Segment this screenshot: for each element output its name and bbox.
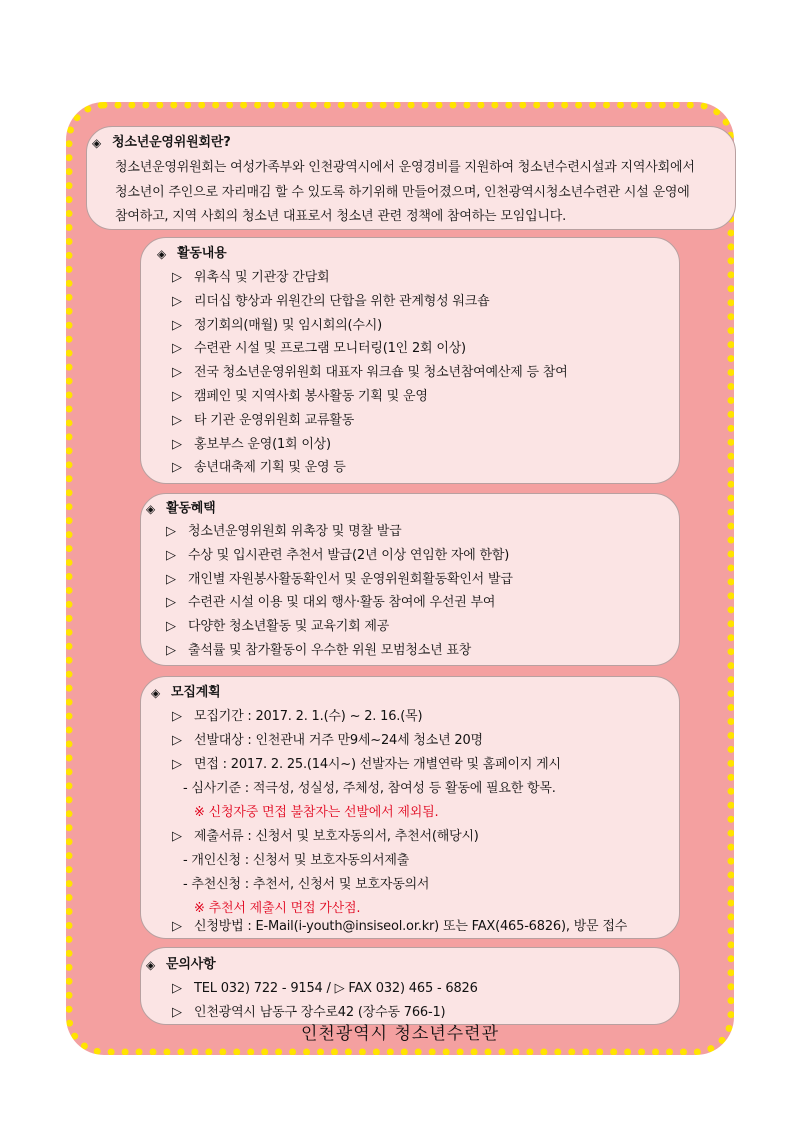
pointer-icon: ▷: [172, 757, 182, 772]
pointer-icon: ▷: [172, 341, 182, 357]
pointer-icon: ▷: [172, 460, 182, 476]
list-item: ▷ 리더십 향상과 위원간의 단합을 위한 관계형성 워크숍: [172, 292, 568, 316]
recruit-interview: ▷ 면접 : 2017. 2. 25.(14시~) 선발자는 개별연락 및 홈페이지 게시: [172, 755, 561, 775]
list-item: ▷ 캠페인 및 지역사회 봉사활동 기획 및 운영: [172, 387, 568, 411]
benefits-title: 활동혜택: [166, 501, 216, 516]
pointer-icon: ▷: [166, 571, 176, 587]
recruit-criteria: - 심사기준 : 적극성, 성실성, 주체성, 참여성 등 활동에 필요한 항목.: [183, 781, 556, 796]
diamond-icon: ◈: [146, 958, 156, 972]
diamond-icon: ◈: [92, 136, 102, 150]
pointer-icon: ▷: [172, 270, 182, 285]
pointer-icon: ▷: [172, 981, 182, 996]
pointer-icon: ▷: [172, 365, 182, 381]
pointer-icon: ▷: [172, 388, 182, 404]
pointer-icon: ▷: [166, 547, 176, 563]
pointer-icon: ▷: [166, 524, 176, 539]
pointer-icon: ▷: [172, 436, 182, 452]
recruit-personal: - 개인신청 : 신청서 및 보호자동의서제출: [183, 853, 410, 868]
recruit-referral: - 추천신청 : 추천서, 신청서 및 보호자동의서: [183, 877, 430, 892]
recruit-method: ▷ 신청방법 : E-Mail(i-youth@insiseol.or.kr) 또는 FAX(465-6826), 방문 접수: [172, 917, 627, 937]
recruit-title: 모집계획: [171, 685, 221, 700]
list-item: ▷ 수련관 시설 및 프로그램 모니터링(1인 2회 이상): [172, 339, 568, 363]
pointer-icon: ▷: [166, 642, 176, 658]
list-item: ▷ 개인별 자원봉사활동확인서 및 운영위원회활동확인서 발급: [166, 570, 513, 594]
activities-list: [172, 268, 568, 482]
list-item: ▷ 다양한 청소년활동 및 교육기회 제공: [166, 617, 513, 641]
about-title: 청소년운영위원회란?: [112, 135, 231, 150]
pointer-icon: ▷: [172, 733, 182, 748]
activities-title: 활동내용: [177, 246, 227, 261]
recruit-note: ※ 신청자중 면접 불참자는 선발에서 제외됨.: [194, 805, 439, 820]
list-item: ▷ 타 기관 운영위원회 교류활동: [172, 411, 568, 435]
list-item: ▷ 홍보부스 운영(1회 이상): [172, 435, 568, 459]
list-item: ▷ 송년대축제 기획 및 운영 등: [172, 458, 568, 482]
about-line: 청소년운영위원회는 여성가족부와 인천광역시에서 운영경비를 지원하여 청소년수련시설과 지역사회에서: [115, 160, 695, 175]
pointer-icon: ▷: [172, 1005, 182, 1020]
pointer-icon: ▷: [172, 412, 182, 428]
recruit-period: ▷ 모집기간 : 2017. 2. 1.(수) ~ 2. 16.(목): [172, 707, 422, 727]
pointer-icon: ▷: [166, 619, 176, 635]
diamond-icon: ◈: [157, 247, 167, 261]
about-line: 참여하고, 지역 사회의 청소년 대표로서 청소년 관련 정책에 참여하는 모임입니다.: [115, 209, 567, 224]
pointer-icon: ▷: [172, 709, 182, 724]
recruit-docs: ▷ 제출서류 : 신청서 및 보호자동의서, 추천서(해당시): [172, 827, 479, 847]
contact-address: ▷ 인천광역시 남동구 장수로42 (장수동 766-1): [172, 1003, 445, 1023]
organization-name: 인천광역시 청소년수련관: [300, 1024, 500, 1044]
recruit-note: ※ 추천서 제출시 면접 가산점.: [194, 901, 361, 916]
benefits-list: [166, 522, 513, 665]
list-item: ▷ 출석률 및 참가활동이 우수한 위원 모범청소년 표창: [166, 641, 513, 665]
contact-phone: ▷ TEL 032) 722 - 9154 / ▷ FAX 032) 465 - 6826: [172, 979, 478, 999]
pointer-icon: ▷: [172, 919, 182, 934]
recruit-target: ▷ 선발대상 : 인천관내 거주 만9세~24세 청소년 20명: [172, 731, 483, 751]
list-item: ▷ 청소년운영위원회 위촉장 및 명찰 발급: [166, 522, 513, 546]
pointer-icon: ▷: [172, 829, 182, 844]
list-item: ▷ 정기회의(매월) 및 임시회의(수시): [172, 316, 568, 340]
pointer-icon: ▷: [166, 595, 176, 611]
list-item: ▷ 전국 청소년운영위원회 대표자 워크숍 및 청소년참여예산제 등 참여: [172, 363, 568, 387]
diamond-icon: ◈: [146, 502, 156, 516]
pointer-icon: ▷: [172, 293, 182, 309]
list-item: ▷ 위촉식 및 기관장 간담회: [172, 268, 568, 292]
list-item: ▷ 수련관 시설 이용 및 대외 행사·활동 참여에 우선권 부여: [166, 593, 513, 617]
diamond-icon: ◈: [151, 686, 161, 700]
list-item: ▷ 수상 및 입시관련 추천서 발급(2년 이상 연임한 자에 한함): [166, 546, 513, 570]
contact-title: 문의사항: [166, 957, 216, 972]
pointer-icon: ▷: [172, 317, 182, 333]
about-line: 청소년이 주인으로 자리매김 할 수 있도록 하기위해 만들어졌으며, 인천광역시청소년수련관 시설 운영에: [115, 185, 690, 200]
